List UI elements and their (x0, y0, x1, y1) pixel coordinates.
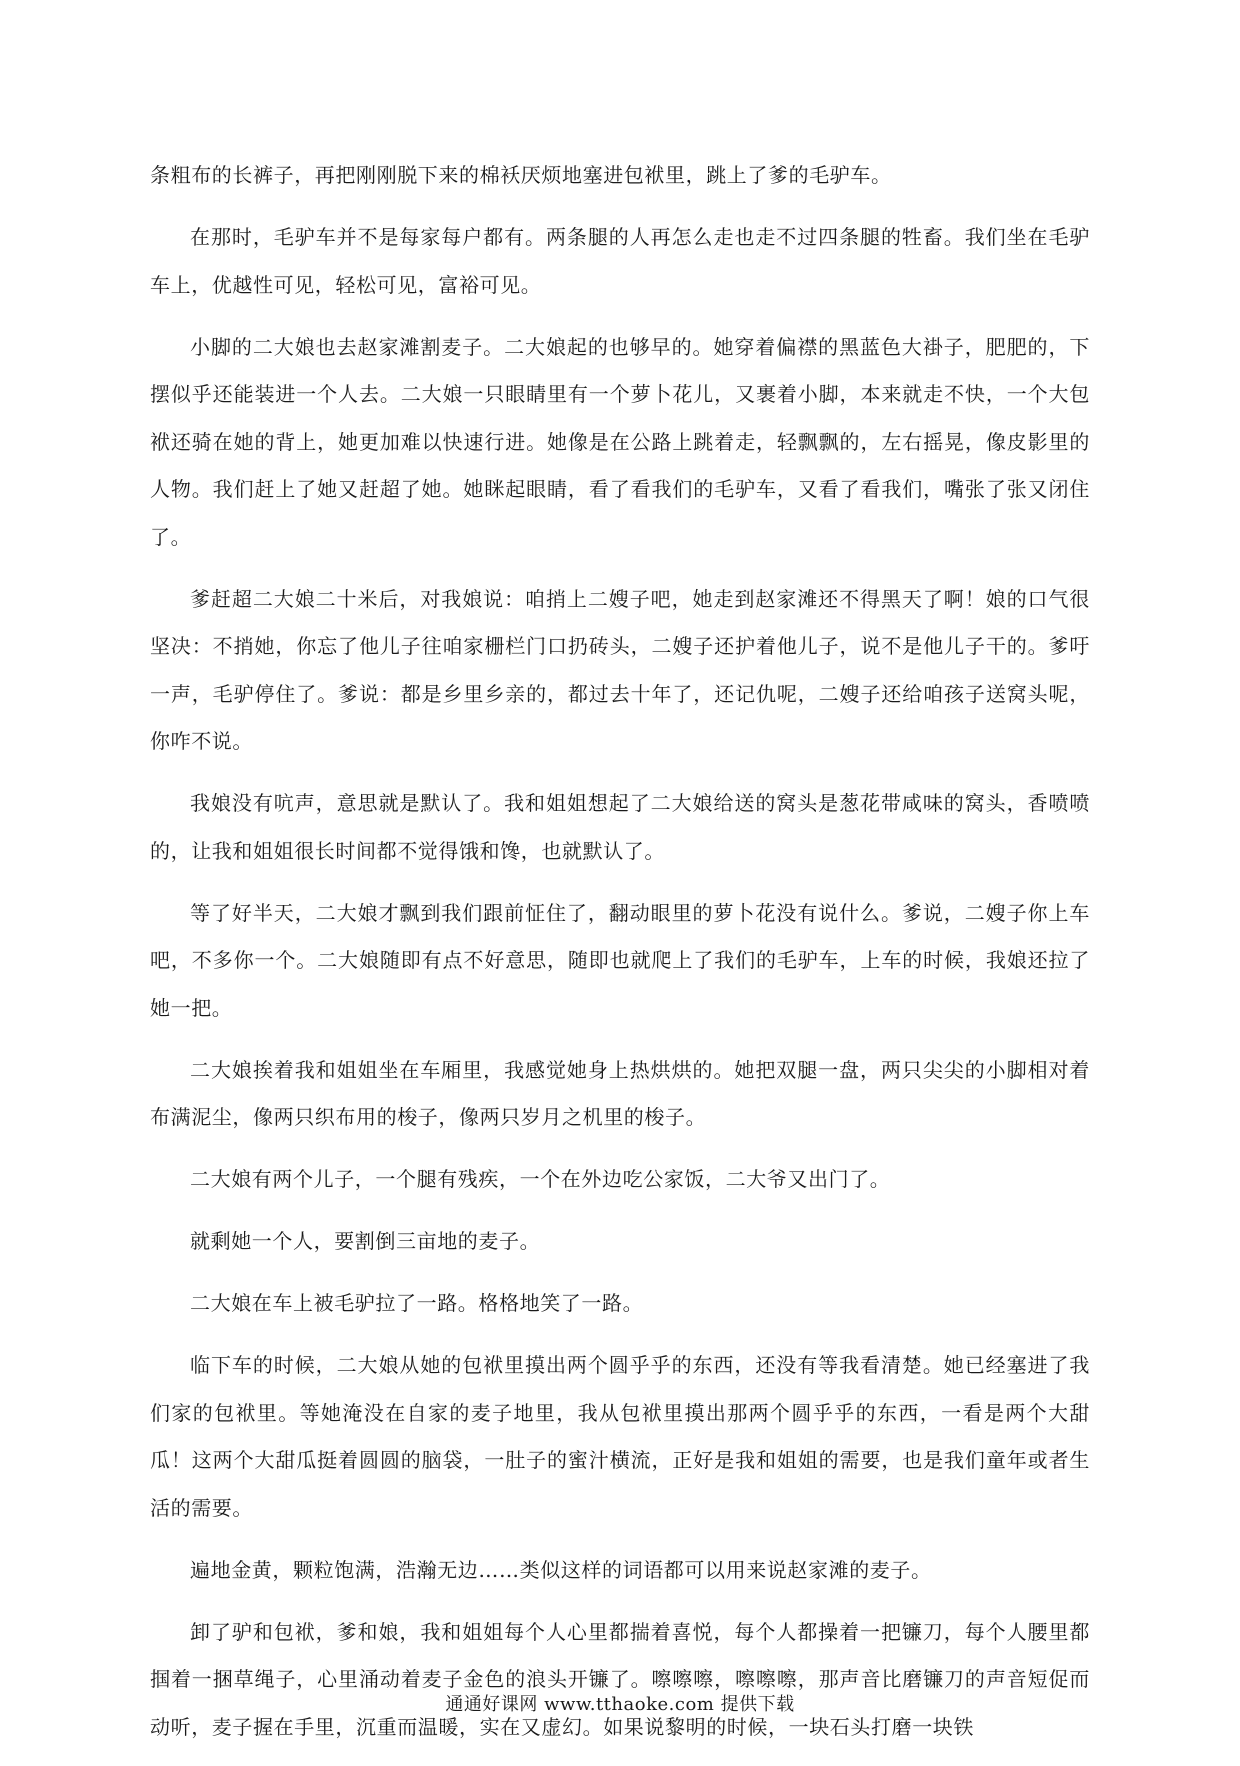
paragraph-8: 二大娘有两个儿子，一个腿有残疾，一个在外边吃公家饭，二大爷又出门了。 (190, 1167, 891, 1191)
paragraph-13: 卸了驴和包袱，爹和娘，我和姐姐每个人心里都揣着喜悦，每个人都操着一把镰刀，每个人腰里都掴着一捆草绳子，心里涌动着麦子金色的浪头开镰了。嚓嚓嚓，嚓嚓嚓，那声音比磨镰刀的声音短促而动听，麦子握在手里，沉重而温暖，实在又虚幻。如果说黎明的时候，一块石头打磨一块铁 (150, 1619, 1090, 1739)
paragraph-7: 二大娘挨着我和姐姐坐在车厢里，我感觉她身上热烘烘的。她把双腿一盘，两只尖尖的小脚相对着布满泥尘，像两只织布用的梭子，像两只岁月之机里的梭子。 (150, 1057, 1090, 1129)
document-body (150, 152, 1090, 1766)
paragraph-4: 爹赶超二大娘二十米后，对我娘说：咱捎上二嫂子吧，她走到赵家滩还不得黑天了啊！娘的口气很坚决：不捎她，你忘了他儿子往咱家栅栏门口扔砖头，二嫂子还护着他儿子，说不是他儿子干的。爹吁一声，毛驴停住了。爹说：都是乡里乡亲的，都过去十年了，还记仇呢，二嫂子还给咱孩子送窝头呢，你咋不说。 (150, 586, 1090, 753)
paragraph-10: 二大娘在车上被毛驴拉了一路。格格地笑了一路。 (190, 1291, 644, 1315)
paragraph-5: 我娘没有吭声，意思就是默认了。我和姐姐想起了二大娘给送的窝头是葱花带咸味的窝头，香喷喷的，让我和姐姐很长时间都不觉得饿和馋，也就默认了。 (150, 791, 1090, 863)
paragraph-12: 遍地金黄，颗粒饱满，浩瀚无边……类似这样的词语都可以用来说赵家滩的麦子。 (190, 1557, 932, 1582)
paragraph-3: 小脚的二大娘也去赵家滩割麦子。二大娘起的也够早的。她穿着偏襟的黑蓝色大褂子，肥肥的，下摆似乎还能装进一个人去。二大娘一只眼睛里有一个萝卜花儿，又裹着小脚，本来就走不快，一个大包袱还骑在她的背上，她更加难以快速行进。她像是在公路上跳着走，轻飘飘的，左右摇晃，像皮影里的人物。我们赶上了她又赶超了她。她眯起眼睛，看了看我们的毛驴车，又看了看我们，嘴张了张又闭住了。 (150, 334, 1090, 549)
paragraph-6: 等了好半天，二大娘才飘到我们跟前怔住了，翻动眼里的萝卜花没有说什么。爹说，二嫂子你上车吧，不多你一个。二大娘随即有点不好意思，随即也就爬上了我们的毛驴车，上车的时候，我娘还拉了她一把。 (150, 900, 1090, 1020)
paragraph-9: 就剩她一个人，要割倒三亩地的麦子。 (190, 1229, 541, 1253)
page-footer: 通通好课网 www.tthaoke.com 提供下载 (445, 1694, 795, 1715)
paragraph-11: 临下车的时候，二大娘从她的包袱里摸出两个圆乎乎的东西，还没有等我看清楚。她已经塞进了我们家的包袱里。等她淹没在自家的麦子地里，我从包袱里摸出那两个圆乎乎的东西，一看是两个大甜瓜！这两个大甜瓜挺着圆圆的脑袋，一肚子的蜜汁横流，正好是我和姐姐的需要，也是我们童年或者生活的需要。 (150, 1353, 1090, 1520)
paragraph-2: 在那时，毛驴车并不是每家每户都有。两条腿的人再怎么走也走不过四条腿的牲畜。我们坐在毛驴车上，优越性可见，轻松可见，富裕可见。 (150, 225, 1090, 297)
paragraph-1: 条粗布的长裤子，再把刚刚脱下来的棉袄厌烦地塞进包袱里，跳上了爹的毛驴车。 (150, 163, 892, 187)
